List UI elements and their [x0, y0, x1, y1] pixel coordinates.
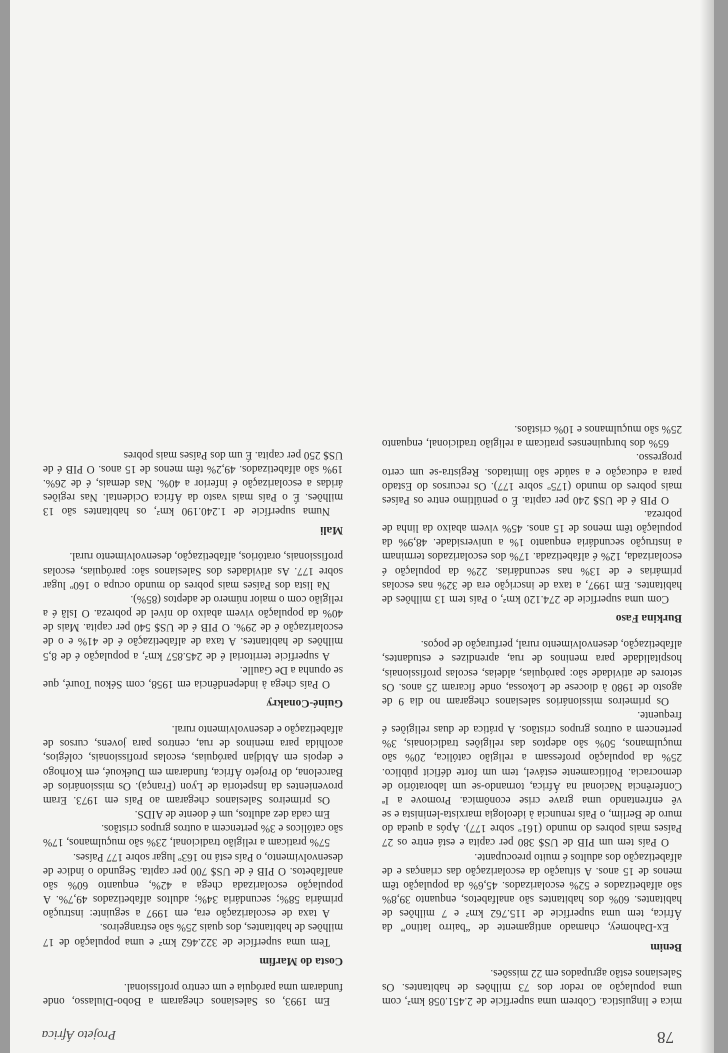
- section-heading-costa-do-marfim: Costa do Marfim: [259, 954, 343, 967]
- paragraph: Tem uma superfície de 322.462 km² e uma população de 17 milhões de habitantes, dos quais 25% são estrangeiros.: [43, 921, 343, 948]
- section-heading-guine-conakry: Guiné-Conakry: [266, 697, 343, 710]
- paragraph: mica e linguística. Cobrem uma superfície de 2.451.058 km², com uma população ao redor dos 73 milhões de habitantes. Os Salesianos estão agrupados em 22 missões.: [382, 966, 682, 1007]
- right-column: [43, 447, 343, 1008]
- paragraph: Os primeiros Salesianos chegaram ao País em 1973. Eram provenientes da Inspetoria de Lyon (França). Os missionários de Barcelona, do Projeto África, fundaram em Duékoué, em Korhogo e depois em Abidjan paróquias, escolas profissionais, colégios, acolhida para meninos de rua, centros para jovens, cursos de alfabetização e desenvolvimento rural.: [43, 723, 343, 806]
- paragraph: A superfície territorial é de 245.857 km², a população é de 8,5 milhões de habitantes. A taxa de alfabetização é de 41% e o de escolarização é de 29%. O PIB é de US$ 540 per capita. Mais de 40% da população vivem abaixo do nível de pobreza. O Islã é a religião com o maior número de adeptos (85%).: [43, 592, 343, 662]
- paragraph: Ex-Dahomey, chamado antigamente de “bairro latino” da África, tem uma superfície de 115.762 km² e 7 milhões de habitantes. 60% dos habitantes são analfabetos, enquanto 39,8% são alfabetizados e 52% escolarizados. 45,6% da população têm menos de 15 anos. A situação da escolarização das crianças e de alfabetização dos adultos é muito preocupante.: [382, 850, 682, 934]
- section-heading-mali: Mali: [320, 524, 343, 537]
- paragraph: Com uma superfície de 274.120 km², o País tem 13 milhões de habitantes. Em 1997, a taxa de inscrição era de 32% nas escolas primárias e de 13% nas secundárias. 22% da população é escolarizada, 12% é alfabetizada. 17% dos escolarizados terminam a instrução secundária enquanto 1% a universidade. 48,9% da população têm menos de 15 anos. 45% vivem abaixo da linha de pobreza.: [382, 508, 682, 605]
- paragraph: 65% dos burquinenses praticam a religião tradicional, enquanto 25% são muçulmanos e 10% cristãos.: [382, 423, 682, 450]
- left-column: [382, 422, 682, 1008]
- page-content: [10, 0, 714, 1053]
- paragraph: Os primeiros missionários salesianos chegaram no dia 9 de agosto de 1980 à diocese de Lokossa, onde ficaram 25 anos. Os setores de atividade são: paróquias, aldeias, escolas profissionais, hospitalidade para meninos de rua, aprendizes e estudantes, alfabetização, desenvolvimento rural, perfuração de poços.: [382, 638, 682, 707]
- paragraph: Numa superfície de 1.240.190 km², os habitantes são 13 milhões. É o País mais vasto da África Ocidental. Nas regiões áridas a escolarização é inferior a 40%. Nas demais, é de 26%. 19% são alfabetizados. 49,2% têm menos de 15 anos. O PIB é de US$ 250 per capita. É um dos Países mais pobres: [43, 448, 343, 518]
- paragraph: O PIB é de US$ 240 per capita. É o penúltimo entre os Países mais pobres do mundo (175º sobre 177). Os recursos do Estado para a educação e a saúde são limitados. Registra-se um certo progresso.: [382, 451, 682, 506]
- running-head: Projeto África: [41, 1028, 116, 1043]
- paragraph: O País tem um PIB de US$ 380 per capita e está entre os 27 Países mais pobres do mundo (161º sobre 177). Após a queda do muro de Berlim, o País renuncia à ideologia marxista-leninista e se vê enfrentando uma grave crise econômica. Promove a Iª Conferência Nacional na África, tornando-se um laboratório de democracia. Politicamente estável, tem um forte déficit público. 25% da população professam a religião católica, 20% são muçulmanos, 50% são adeptos das religiões tradicionais, 3% pertencem a outros grupos cristãos. A prática de duas religiões é frequente.: [382, 709, 682, 849]
- paragraph: 57% praticam a religião tradicional, 23% são muçulmanos, 17% são católicos e 3% pertencem a outros grupos cristãos.: [43, 822, 343, 849]
- paragraph: A taxa de escolarização era, em 1997 a seguinte: instrução primária 58%; secundária 34%; adultos alfabetizados 49,7%. A população escolarizada chega a 42%, enquanto 60% são analfabetos. O PIB é de US$ 700 per capita. Segundo o índice de desenvolvimento, o País está no 163º lugar sobre 177 Países.: [43, 850, 343, 920]
- book-page: [10, 0, 714, 1053]
- section-heading-burkina-faso: Burkina Faso: [615, 612, 682, 625]
- paragraph: Em cada dez adultos, um é doente de AIDS.: [134, 808, 330, 821]
- paragraph: O País chega à independência em 1958, com Sékou Touré, que se opunha a De Gaulle.: [43, 663, 343, 690]
- page-number: 78: [657, 1028, 674, 1047]
- section-heading-benim: Benim: [650, 940, 682, 953]
- paragraph: Em 1993, os Salesianos chegaram a Bobo-Diulasso, onde fundaram uma paróquia e um centro profissional.: [43, 980, 343, 1007]
- paragraph: Na lista dos Países mais pobres do mundo ocupa o 160º lugar sobre 177. As atividades dos Salesianos são: paróquias, escolas profissionais, oratórios, alfabetização, desenvolvimento rural.: [43, 550, 343, 591]
